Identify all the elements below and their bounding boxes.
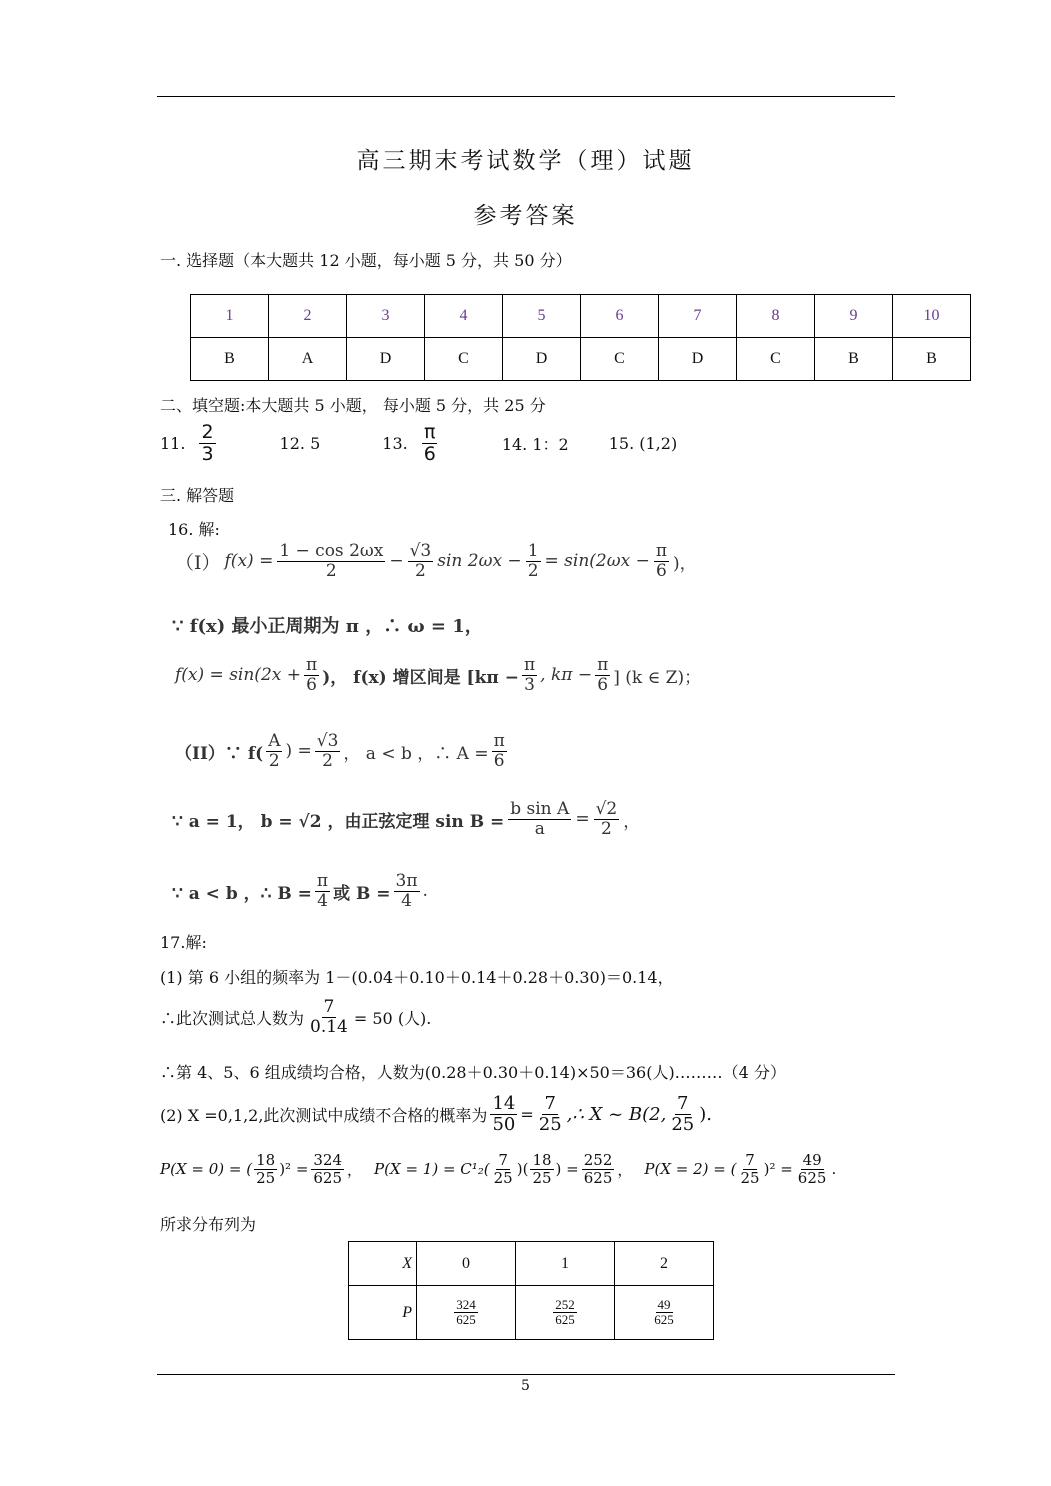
denominator: 4 (317, 890, 328, 911)
fraction (315, 732, 341, 770)
q16-line3 (175, 656, 701, 694)
fraction (490, 1094, 517, 1135)
answer-cell: D (503, 338, 581, 381)
q13-numerator: π (424, 421, 436, 443)
denominator: 625 (654, 1312, 674, 1327)
fraction (526, 542, 541, 580)
fraction (492, 732, 507, 770)
q16-line5 (172, 800, 640, 838)
expression: ， (347, 1160, 363, 1179)
denominator: 625 (555, 1312, 575, 1327)
expression: )² = (763, 1160, 793, 1178)
denominator: 50 (492, 1113, 516, 1135)
q11-denominator: 3 (201, 442, 214, 465)
expression: ， a < b ，∴ A = (343, 743, 489, 764)
expression: P(X = 2) = ( (644, 1160, 737, 1178)
question-number: 7 (659, 295, 737, 338)
fraction (582, 1152, 615, 1186)
answer-cell: C (737, 338, 815, 381)
q17-line3: ∴第 4、5、6 组成绩均合格，人数为(0.28＋0.30＋0.14)×50＝36(人)………（4 分） (160, 1063, 786, 1082)
question-number: 4 (425, 295, 503, 338)
q11-label: 11. (160, 433, 186, 453)
expression: f(x) = (224, 551, 274, 572)
denominator: 2 (415, 560, 426, 581)
footer-rule (157, 1374, 895, 1375)
denominator: 2 (600, 818, 612, 839)
answer-cell: A (269, 338, 347, 381)
q16-line2: ∵ f(x) 最小正周期为 π ，∴ ω = 1， (172, 616, 483, 637)
numerator: π (316, 871, 329, 891)
expression: )， (673, 553, 697, 574)
fraction (454, 1298, 478, 1328)
q14-answer: 14. 1：2 (501, 434, 569, 454)
numerator: π (493, 731, 505, 751)
expression: P(X = 1) = C¹₂( (374, 1160, 490, 1178)
numerator: 18 (532, 1151, 552, 1169)
answer-cell: B (191, 338, 269, 381)
q13-denominator: 6 (423, 442, 436, 465)
fraction (508, 800, 571, 838)
denominator: 625 (583, 1168, 613, 1187)
numerator: 324 (456, 1296, 476, 1312)
choice-answer-table (190, 294, 971, 381)
expression: ) = (285, 741, 312, 762)
denominator: 25 (532, 1168, 552, 1187)
expression: )( (516, 1160, 529, 1178)
expression: ) = (555, 1160, 579, 1178)
fraction (654, 542, 669, 580)
answer-cell: B (815, 338, 893, 381)
q16-line6 (172, 872, 428, 910)
section-choice-heading: 一. 选择题（本大题共 12 小题，每小题 5 分，共 50 分） (160, 251, 572, 270)
table-row (191, 295, 971, 338)
table-row (349, 1286, 714, 1340)
distribution-label: 所求分布列为 (160, 1215, 257, 1234)
denominator: 625 (456, 1312, 476, 1327)
numerator: 252 (555, 1296, 575, 1312)
denominator: 625 (313, 1168, 343, 1187)
question-number: 3 (347, 295, 425, 338)
q11-numerator: 2 (201, 421, 214, 443)
numerator: π (523, 655, 536, 675)
numerator: 7 (323, 997, 335, 1017)
p-value (417, 1286, 516, 1340)
q11-fraction (199, 422, 215, 465)
fill-answers (160, 422, 677, 465)
numerator: 7 (677, 1093, 689, 1114)
fraction (595, 656, 610, 694)
expression: )² = (279, 1160, 309, 1178)
table-row (349, 1242, 714, 1286)
page-subtitle: 参考答案 (473, 203, 578, 229)
numerator: 1 − cos 2ωx (279, 541, 384, 561)
numerator: 324 (313, 1151, 343, 1169)
denominator: 4 (401, 890, 412, 911)
fraction (492, 1152, 515, 1186)
numerator: 18 (256, 1151, 276, 1169)
numerator: 7 (498, 1151, 508, 1169)
fraction (530, 1152, 553, 1186)
distribution-table (348, 1241, 714, 1340)
fraction (315, 872, 330, 910)
denominator: 0.14 (310, 1016, 348, 1037)
denominator: 625 (797, 1168, 827, 1187)
operator: − (389, 551, 404, 572)
x-header: X (349, 1242, 417, 1286)
question-number: 1 (191, 295, 269, 338)
expression: 或 B = (333, 883, 391, 904)
operator: = (520, 1104, 534, 1124)
part-one-label: （I） (175, 551, 221, 574)
numerator: 49 (657, 1296, 671, 1312)
header-rule (157, 96, 895, 97)
expression: ∵ a < b ，∴ B = (172, 883, 312, 904)
table-row (191, 338, 971, 381)
denominator: 6 (493, 750, 505, 771)
numerator: π (655, 541, 668, 561)
expression: ， (617, 1160, 633, 1179)
denominator: 25 (740, 1168, 760, 1187)
denominator: 25 (538, 1113, 562, 1135)
fraction (408, 542, 434, 580)
expression: sin 2ωx − (437, 551, 522, 572)
fraction (254, 1152, 277, 1186)
fraction (739, 1152, 762, 1186)
section-solution-heading: 三. 解答题 (160, 486, 235, 505)
expression: . (831, 1160, 837, 1178)
expression: (2) X =0,1,2,此次测试中成绩不合格的概率为 (160, 1105, 488, 1125)
question-number: 9 (815, 295, 893, 338)
fraction (266, 732, 282, 770)
answer-cell: C (581, 338, 659, 381)
numerator: 14 (492, 1093, 516, 1114)
expression: f(x) = sin(2x + (175, 665, 301, 686)
q16-heading: 16. 解: (168, 520, 220, 539)
expression: ， (623, 811, 641, 832)
denominator: 2 (268, 750, 280, 771)
page-title: 高三期末考试数学（理）试题 (356, 148, 695, 174)
expression: )， f(x) 增区间是 [kπ − (322, 667, 519, 688)
question-number: 6 (581, 295, 659, 338)
fraction (537, 1094, 564, 1135)
numerator: √3 (316, 731, 339, 751)
x-value: 1 (516, 1242, 615, 1286)
expression: = sin(2ωx − (544, 551, 650, 572)
q17-heading: 17.解: (160, 933, 207, 952)
denominator: 6 (306, 674, 317, 695)
fraction (796, 1152, 829, 1186)
p-value (615, 1286, 714, 1340)
q17-line2 (160, 998, 431, 1036)
answer-cell: D (347, 338, 425, 381)
q13-label: 13. (382, 433, 408, 453)
answer-cell: C (425, 338, 503, 381)
section-fill-heading: 二、填空题:本大题共 5 小题， 每小题 5 分，共 25 分 (160, 396, 546, 415)
denominator: 2 (527, 560, 539, 581)
expression: ∵ a = 1， b = √2 ，由正弦定理 sin B = (172, 811, 505, 832)
fraction (311, 1152, 344, 1186)
fraction (394, 872, 420, 910)
q17-probabilities (160, 1152, 836, 1186)
fraction (308, 998, 350, 1036)
expression: P(X = 0) = ( (160, 1160, 253, 1178)
numerator: π (306, 655, 318, 675)
denominator: 25 (671, 1113, 695, 1135)
denominator: 2 (325, 560, 337, 581)
fraction (304, 656, 319, 694)
x-value: 2 (615, 1242, 714, 1286)
denominator: a (534, 818, 545, 839)
expression: ). (699, 1103, 712, 1125)
p-header: P (349, 1286, 417, 1340)
question-number: 8 (737, 295, 815, 338)
q17-line4 (160, 1094, 712, 1135)
numerator: 49 (802, 1151, 822, 1169)
answer-cell: D (659, 338, 737, 381)
numerator: √2 (595, 799, 618, 819)
expression: ∴此次测试总人数为 (160, 1008, 305, 1028)
x-value: 0 (417, 1242, 516, 1286)
q16-line1 (175, 542, 697, 580)
p-value (516, 1286, 615, 1340)
numerator: 3π (395, 871, 418, 891)
numerator: 7 (544, 1093, 556, 1114)
q17-line1: (1) 第 6 小组的频率为 1－(0.04＋0.10＋0.14＋0.28＋0.30)＝0.14， (160, 968, 674, 987)
expression: ,∴ X ~ B(2, (566, 1103, 667, 1125)
q15-answer: 15. (1,2) (608, 433, 678, 453)
denominator: 3 (524, 674, 535, 695)
fraction (277, 542, 385, 580)
q12-answer: 12. 5 (279, 433, 321, 453)
numerator: π (597, 655, 609, 675)
denominator: 25 (256, 1168, 276, 1187)
page-number: 5 (521, 1378, 530, 1394)
answer-cell: B (893, 338, 971, 381)
denominator: 2 (322, 750, 333, 771)
fraction (553, 1298, 577, 1328)
numerator: 252 (583, 1151, 613, 1169)
denominator: 6 (656, 560, 667, 581)
denominator: 25 (493, 1168, 513, 1187)
expression: （II）∵ f( (175, 743, 264, 764)
fraction (522, 656, 537, 694)
question-number: 2 (269, 295, 347, 338)
expression: = 50 (人). (353, 1008, 432, 1028)
numerator: A (268, 731, 281, 751)
fraction (652, 1298, 676, 1328)
expression: , kπ − (540, 665, 593, 686)
q16-line4 (175, 732, 510, 770)
question-number: 10 (893, 295, 971, 338)
numerator: 1 (527, 541, 539, 561)
numerator: √3 (409, 541, 432, 561)
expression: . (422, 881, 428, 902)
operator: = (575, 809, 590, 830)
denominator: 6 (597, 674, 609, 695)
numerator: b sin A (510, 799, 570, 819)
fraction (594, 800, 620, 838)
question-number: 5 (503, 295, 581, 338)
numerator: 7 (745, 1151, 755, 1169)
fraction (669, 1094, 696, 1135)
q13-fraction (422, 422, 438, 465)
expression: ] (k ∈ Z)； (613, 667, 702, 688)
